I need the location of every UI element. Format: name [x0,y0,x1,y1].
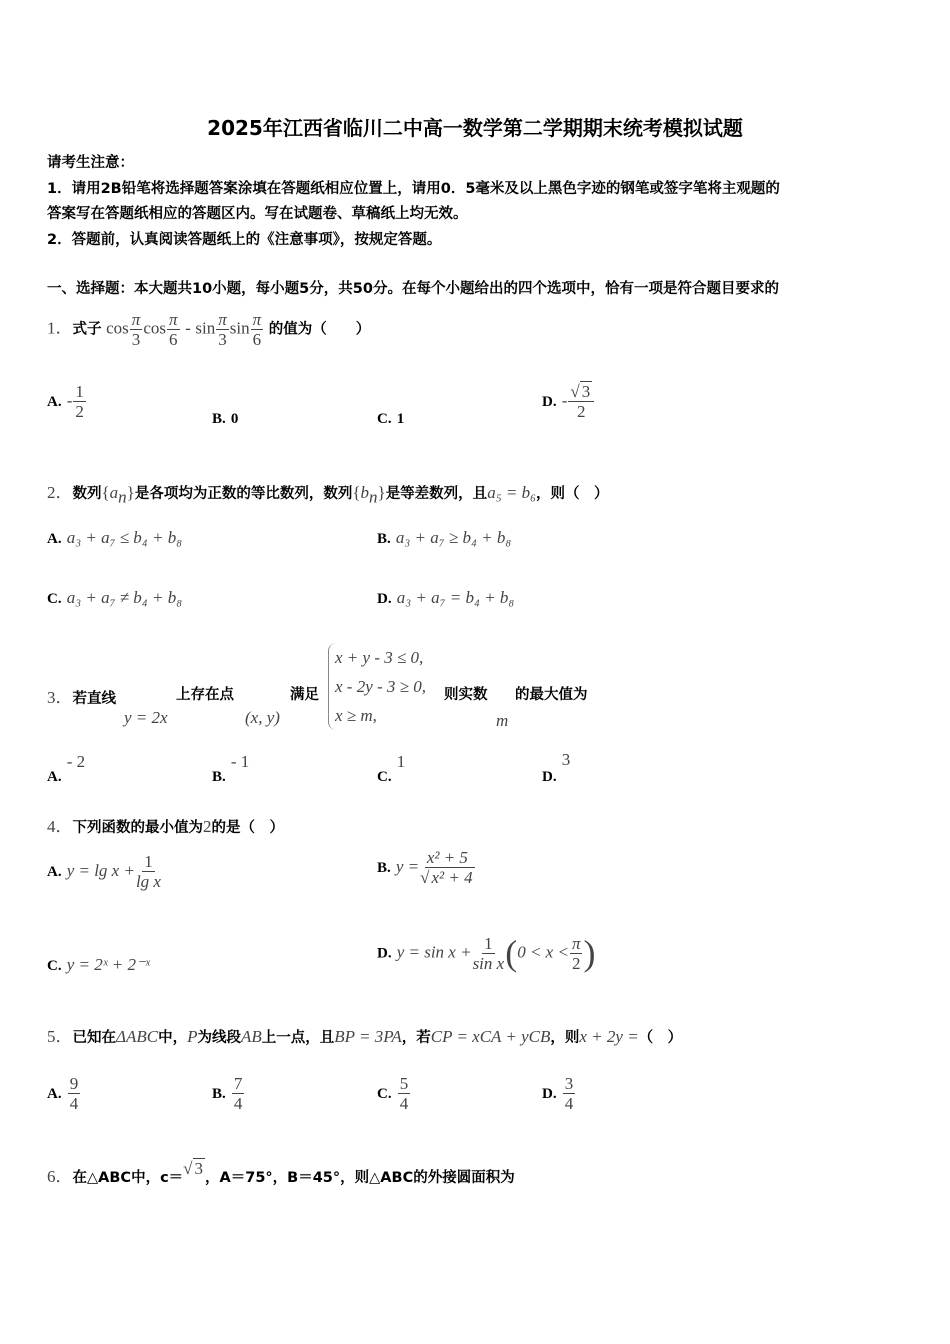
notice-line: 答案写在答题纸相应的答题区内。写在试题卷、草稿纸上均无效。 [47,206,468,222]
option-a[interactable]: A. a₃ + a₇ ≤ b₄ + b₈ [47,528,183,547]
notice-heading: 请考生注意： [47,155,134,171]
q3-text: 的最大值为 [515,687,588,703]
option-b[interactable]: B. a₃ + a₇ ≥ b₄ + b₈ [377,528,512,547]
notice-line: 2．答题前，认真阅读答题纸上的《注意事项》，按规定答题。 [47,232,442,248]
option-c[interactable]: C. y = 2ˣ + 2⁻ˣ [47,955,150,974]
option-a[interactable]: A. $\frac{9}{4}$ [47,1074,79,1113]
q3-text: 则实数 [444,687,488,703]
option-c[interactable]: C. 1 [377,752,406,785]
option-d[interactable]: D. y = sin x + $\frac{1}{\text{sin x}}$ (0 < x < $\frac{\pi}{2}$ ) [377,933,596,973]
notice-line: 1．请用2B铅笔将选择题答案涂填在答题纸相应位置上，请用0．5毫米及以上黑色字迹的钢笔或签字笔将主观题的 [47,181,780,197]
question-2: 2．数列$\{a_n\}$是各项均为正数的等比数列，数列$\{b_n\}$是等差数列，且a₅ = b₆，则（ ） [47,483,609,507]
q3-text: 满足 [290,687,319,703]
option-b[interactable]: B. - 1 [212,752,250,785]
math-m: m [496,711,509,730]
math-point: (x, y) [245,708,280,727]
option-d[interactable]: D. $\frac{3}{4}$ [542,1074,574,1113]
option-d[interactable]: D. - $\frac{√ 3}{2}$ [542,382,595,421]
question-4: 4．下列函数的最小值为2的是（ ） [47,817,284,836]
question-3: 3．若直线 [47,688,116,707]
option-d[interactable]: D. a₃ + a₇ = b₄ + b₈ [377,588,515,607]
math-line: y = 2x [124,708,168,727]
page-title: 2025年江西省临川二中高一数学第二学期期末统考模拟试题 [207,116,743,140]
option-b[interactable]: B. 0 [212,411,239,427]
option-a[interactable]: A. - 2 [47,752,86,785]
option-a[interactable]: A. - $\frac{1}{2}$ [47,382,84,421]
question-1: 1．式子 cos $\frac{\pi}{3}$ cos $\frac{\pi}{6}$ - sin $\frac{\pi}{3}$ sin $\frac{\pi}{6}$ 的值为（ ） [47,310,371,349]
option-a[interactable]: A. y = lg x + $\frac{1}{\text{lg x}}$ [47,852,161,891]
option-c[interactable]: C. 1 [377,411,405,427]
option-d[interactable]: D. 3 [542,750,571,785]
question-6: 6．在△ABC中，c＝√ 3 ，A＝75°，B＝45°，则△ABC的外接圆面积为 [47,1159,515,1186]
option-c[interactable]: C. $\frac{5}{4}$ [377,1074,409,1113]
inequality-system: x + y - 3 ≤ 0, x - 2y - 3 ≥ 0, x ≥ m, [328,643,426,730]
q3-text: 上存在点 [176,687,234,703]
option-c[interactable]: C. a₃ + a₇ ≠ b₄ + b₈ [47,588,183,607]
section-heading: 一、选择题：本大题共10小题，每小题5分，共50分。在每个小题给出的四个选项中，恰有一项是符合题目要求的 [47,281,779,297]
option-b[interactable]: B. y = $\frac{\text{x² + 5}}{\text{√ x² + 4}}$ [377,848,473,887]
question-5: 5．已知在ΔABC中，P为线段AB上一点，且BP = 3PA，若CP = xCA + yCB，则x + 2y =（ ） [47,1027,683,1046]
option-b[interactable]: B. $\frac{7}{4}$ [212,1074,243,1113]
